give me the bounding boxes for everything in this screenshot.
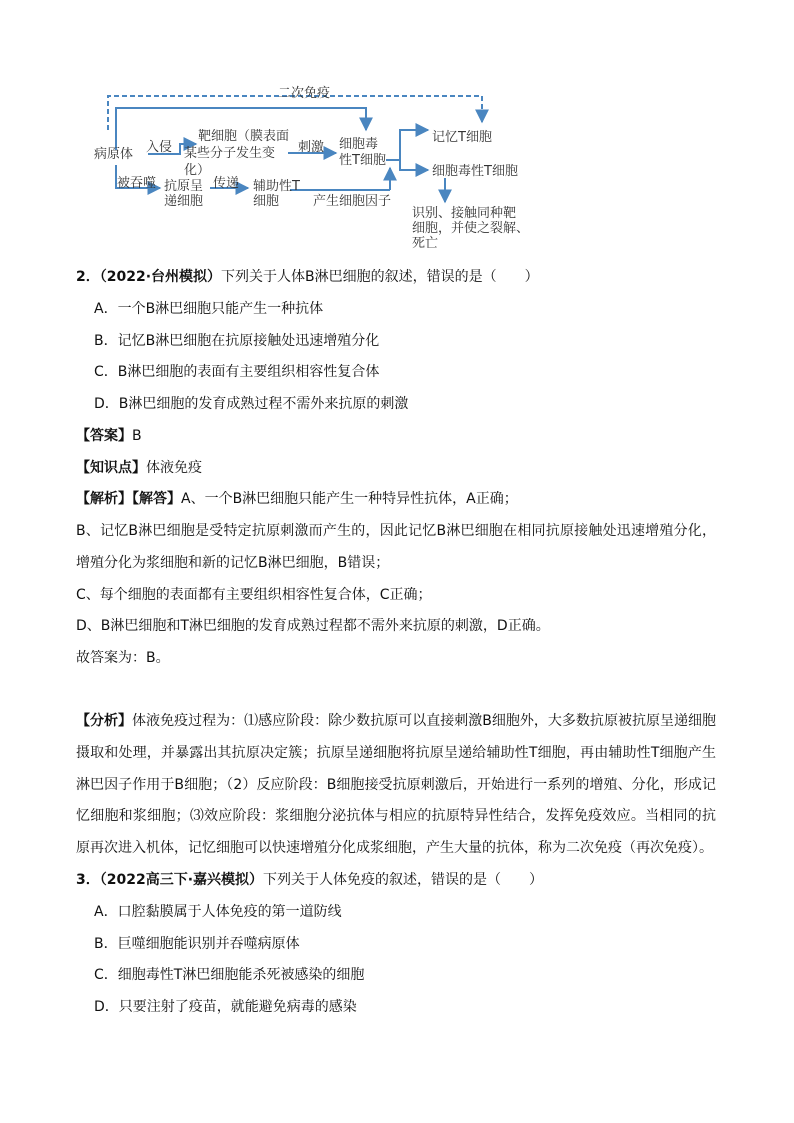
question-3-stem [76,865,716,897]
solution-label: 【解答】 [132,491,181,507]
ctl-label-1: 细胞毒 [339,137,379,152]
question-3-option-d: D．只要注射了疫苗，就能避免病毒的感染 [94,999,357,1016]
answer-value: B [132,427,142,444]
ctl-branch-lower [400,160,428,170]
knowledge-line [76,453,746,485]
question-2-option-c: C．B淋巴细胞的表面有主要组织相容性复合体 [94,364,380,381]
invade-label: 入侵 [146,140,173,155]
fenxi-paragraph [76,706,716,865]
solution-a-line [76,484,746,516]
answer-line [76,421,746,453]
question-content [76,262,746,485]
question-2-option-b: B．记忆B淋巴细胞在抗原接触处迅速增殖分化 [94,332,380,349]
apc-label-2: 递细胞 [164,194,204,209]
ctl-label-2: 性T细胞 [339,153,386,168]
knowledge-label: 【知识点】 [76,459,146,476]
helper-t-label-1: 辅助性T [253,179,300,194]
cytokine-label: 产生细胞因子 [313,194,392,209]
apc-label-1: 抗原呈 [164,179,204,194]
question-3-option-c: C．细胞毒性T淋巴细胞能杀死被感染的细胞 [94,967,365,984]
target-cell-label-1: 靶细胞（膜表面 [198,129,290,144]
solution-c: C、每个细胞的表面都有主要组织相容性复合体，C正确； [76,586,432,603]
question-3-number: 3． [76,871,100,888]
secondary-immunity-dashed-arrow [108,96,482,130]
question-2-number: 2． [76,269,100,285]
helper-t-label-2: 细胞 [253,194,280,209]
effector-ctl-label: 细胞毒性T细胞 [432,164,518,179]
knowledge-value: 体液免疫 [146,459,202,476]
immune-response-diagram [0,0,794,260]
solution-body [76,516,716,1024]
conclusion: 故答案为：B。 [76,650,170,667]
fenxi-label: 【分析】 [76,712,133,729]
analysis-block [76,484,746,516]
question-2-stem [76,262,746,294]
transfer-label: 传递 [213,176,240,191]
question-3-option-b: B．巨噬细胞能识别并吞噬病原体 [94,935,300,952]
stimulate-label: 刺激 [298,140,325,155]
solution-d: D、B淋巴细胞和T淋巴细胞的发育成熟过程都不需外来抗原的刺激，D正确。 [76,618,550,635]
engulfed-label: 被吞噬 [117,176,157,191]
spacer [76,675,716,706]
solution-a: A、一个B淋巴细胞只能产生一种特异性抗体，A正确； [181,491,518,507]
secondary-immunity-label: 二次免疫 [278,86,331,101]
fenxi-text: 体液免疫过程为：⑴感应阶段：除少数抗原可以直接刺激B细胞外，大多数抗原被抗原呈递细胞摄取和处理，并暴露出其抗原决定簇；抗原呈递细胞将抗原呈递给辅助性T细胞，再由辅助性T细胞产生淋巴因子作用于B细胞；（2）反应阶段：B细胞接受抗原刺激后，开始进行一系列的增殖、分化，形成记忆细胞和浆细胞；⑶效应阶段：浆细胞分泌抗体与相应的抗原特异性结合，发挥免疫效应。当相同的抗原再次进入机体，记忆细胞可以快速增殖分化成浆细胞，产生大量的抗体，称为二次免疫（再次免疫）。 [76,712,717,857]
question-3-option-a: A．口腔黏膜属于人体免疫的第一道防线 [94,903,342,920]
recognize-label-2: 细胞，并使之裂解、 [412,221,530,236]
question-2-source: （2022·台州模拟） [99,269,222,285]
question-3-text: 下列关于人体免疫的叙述，错误的是（ ） [263,871,544,888]
memory-t-label: 记忆T细胞 [432,130,492,145]
answer-label: 【答案】 [76,427,132,444]
recognize-label-3: 死亡 [412,236,439,251]
question-2-option-a: A．一个B淋巴细胞只能产生一种抗体 [94,300,324,317]
recognize-label-1: 识别、接触同种靶 [412,206,517,221]
pathogen-label: 病原体 [94,147,134,162]
question-2-text: 下列关于人体B淋巴细胞的叙述，错误的是（ ） [221,269,539,285]
question-2-option-d: D．B淋巴细胞的发育成熟过程不需外来抗原的刺激 [94,396,409,413]
target-cell-label-2: 某些分子发生变 [184,146,276,161]
solution-b: B、记忆B淋巴细胞是受特定抗原刺激而产生的，因此记忆B淋巴细胞在相同抗原接触处迅速增殖分化，增殖分化为浆细胞和新的记忆B淋巴细胞，B错误； [76,523,716,571]
ctl-branch [386,130,428,160]
question-3-source: （2022高三下·嘉兴模拟） [99,871,264,888]
target-cell-label-3: 化） [184,163,211,178]
analysis-label: 【解析】 [76,491,132,507]
